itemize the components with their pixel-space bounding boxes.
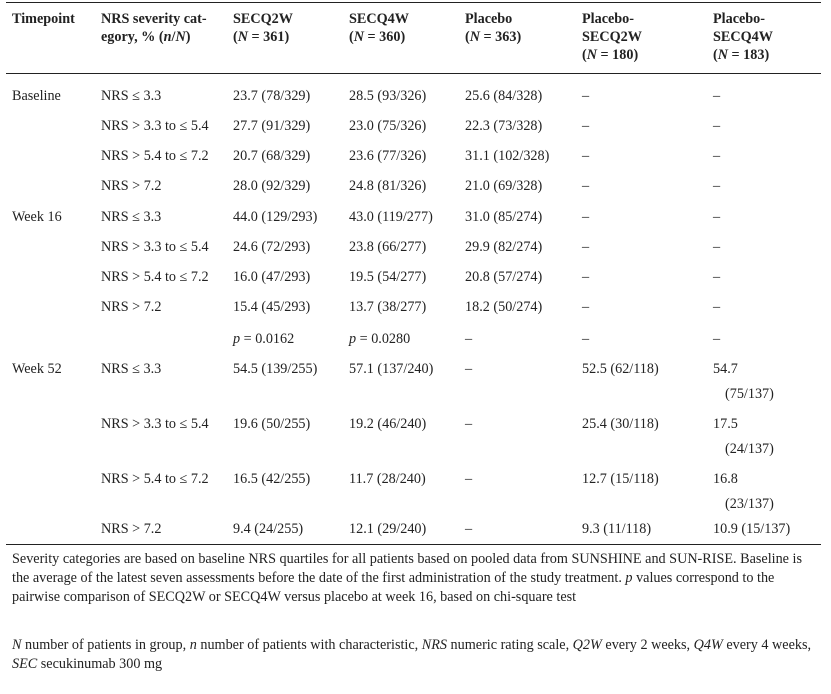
cell-nrs-category: NRS > 3.3 to ≤ 5.4 [101,118,209,134]
header-nrs-category: NRS severity cat- egory, % (n/N) [101,11,207,45]
cell-placebo-secq2w: – [582,118,590,134]
cell-secq2w: 16.5 (42/255) [233,471,311,487]
cell-placebo-secq4w: 10.9 (15/137) [713,521,791,537]
cell-placebo: – [465,361,473,377]
cell-secq2w: 28.0 (92/329) [233,178,311,194]
header-placebo-secq4w: Placebo- SECQ4W (N = 183) [713,11,773,63]
cell-nrs-category: NRS > 5.4 to ≤ 7.2 [101,148,209,164]
cell-placebo-secq2w: – [582,148,590,164]
cell-placebo-secq2w: – [582,269,590,285]
cell-placebo: 25.6 (84/328) [465,88,543,104]
cell-nrs-category: NRS ≤ 3.3 [101,361,162,377]
header-placebo-secq2w: Placebo- SECQ2W (N = 180) [582,11,642,63]
cell-nrs-category: NRS > 3.3 to ≤ 5.4 [101,416,209,432]
cell-secq2w: 20.7 (68/329) [233,148,311,164]
cell-secq4w: 24.8 (81/326) [349,178,427,194]
cell-timepoint: Baseline [12,88,61,104]
cell-placebo-secq4w: 54.7 [713,361,738,377]
cell-placebo-secq2w: – [582,299,590,315]
cell-placebo-secq4w-continued: (75/137) [725,386,774,402]
cell-placebo: – [465,471,473,487]
cell-secq4w: p = 0.0280 [349,331,411,347]
cell-placebo-secq2w: – [582,331,590,347]
cell-placebo-secq2w: – [582,209,590,225]
footnote-abbreviations [12,636,818,674]
footnote-abbreviations-text: N number of patients in group, n number of patients with characteristic, NRS numeric rating scale, Q2W every 2 weeks, Q4W every 4 weeks, SEC secukinumab 300 mg [12,637,812,672]
cell-placebo-secq4w-continued: (24/137) [725,441,774,457]
cell-secq4w: 23.6 (77/326) [349,148,427,164]
cell-secq4w: 23.0 (75/326) [349,118,427,134]
cell-secq4w: 12.1 (29/240) [349,521,427,537]
cell-placebo: 20.8 (57/274) [465,269,543,285]
cell-placebo-secq2w: 12.7 (15/118) [582,471,659,487]
header-rule [6,73,821,74]
cell-placebo-secq2w: – [582,239,590,255]
cell-placebo-secq4w: – [713,209,721,225]
cell-placebo-secq4w: 16.8 [713,471,738,487]
cell-secq4w: 13.7 (38/277) [349,299,427,315]
cell-placebo-secq2w: – [582,178,590,194]
cell-placebo-secq4w: – [713,118,721,134]
cell-secq4w: 19.5 (54/277) [349,269,427,285]
cell-timepoint: Week 52 [12,361,62,377]
cell-placebo: 21.0 (69/328) [465,178,543,194]
cell-placebo-secq4w: – [713,239,721,255]
table-bottom-rule [6,544,821,545]
cell-secq2w: 16.0 (47/293) [233,269,311,285]
cell-placebo-secq2w: 52.5 (62/118) [582,361,659,377]
cell-placebo-secq4w-continued: (23/137) [725,496,774,512]
cell-placebo-secq4w: – [713,269,721,285]
cell-secq2w: 9.4 (24/255) [233,521,304,537]
cell-nrs-category: NRS > 5.4 to ≤ 7.2 [101,269,209,285]
cell-placebo-secq4w: – [713,148,721,164]
cell-secq4w: 23.8 (66/277) [349,239,427,255]
cell-nrs-category: NRS > 7.2 [101,178,162,194]
cell-secq2w: 54.5 (139/255) [233,361,318,377]
cell-secq2w: 44.0 (129/293) [233,209,318,225]
cell-secq4w: 11.7 (28/240) [349,471,426,487]
cell-placebo-secq4w: – [713,299,721,315]
header-timepoint: Timepoint [12,11,75,27]
cell-secq2w: p = 0.0162 [233,331,295,347]
cell-placebo-secq2w: – [582,88,590,104]
cell-secq2w: 23.7 (78/329) [233,88,311,104]
table-top-rule [6,2,821,3]
cell-placebo: 29.9 (82/274) [465,239,543,255]
cell-secq2w: 19.6 (50/255) [233,416,311,432]
cell-secq2w: 27.7 (91/329) [233,118,311,134]
cell-secq2w: 15.4 (45/293) [233,299,311,315]
footnote-severity [12,550,818,607]
cell-placebo: 18.2 (50/274) [465,299,543,315]
cell-placebo-secq4w: 17.5 [713,416,738,432]
cell-nrs-category: NRS > 3.3 to ≤ 5.4 [101,239,209,255]
cell-nrs-category: NRS > 5.4 to ≤ 7.2 [101,471,209,487]
cell-nrs-category: NRS > 7.2 [101,521,162,537]
header-secq4w: SECQ4W (N = 360) [349,11,409,45]
cell-nrs-category: NRS ≤ 3.3 [101,88,162,104]
cell-placebo: – [465,416,473,432]
cell-secq4w: 57.1 (137/240) [349,361,434,377]
cell-placebo-secq4w: – [713,331,721,347]
cell-secq4w: 43.0 (119/277) [349,209,433,225]
footnote-severity-text: Severity categories are based on baseline NRS quartiles for all patients based on pooled data from SUNSHINE and SUN-RISE. Baseline is the average of the latest seven assessments before the date of the first administration of the study treatment. p values correspond to the pairwise comparison of SECQ2W or SECQ4W versus placebo at week 16, based on chi-square test [12,551,802,605]
cell-placebo-secq4w: – [713,178,721,194]
cell-placebo: 31.0 (85/274) [465,209,543,225]
cell-placebo: – [465,331,473,347]
cell-placebo-secq4w: – [713,88,721,104]
cell-nrs-category: NRS > 7.2 [101,299,162,315]
cell-placebo: 31.1 (102/328) [465,148,550,164]
cell-placebo-secq2w: 25.4 (30/118) [582,416,659,432]
header-placebo: Placebo (N = 363) [465,11,522,45]
cell-secq4w: 28.5 (93/326) [349,88,427,104]
cell-nrs-category: NRS ≤ 3.3 [101,209,162,225]
cell-timepoint: Week 16 [12,209,62,225]
cell-placebo: – [465,521,473,537]
cell-secq4w: 19.2 (46/240) [349,416,427,432]
cell-placebo: 22.3 (73/328) [465,118,543,134]
cell-secq2w: 24.6 (72/293) [233,239,311,255]
header-secq2w: SECQ2W (N = 361) [233,11,293,45]
cell-placebo-secq2w: 9.3 (11/118) [582,521,652,537]
